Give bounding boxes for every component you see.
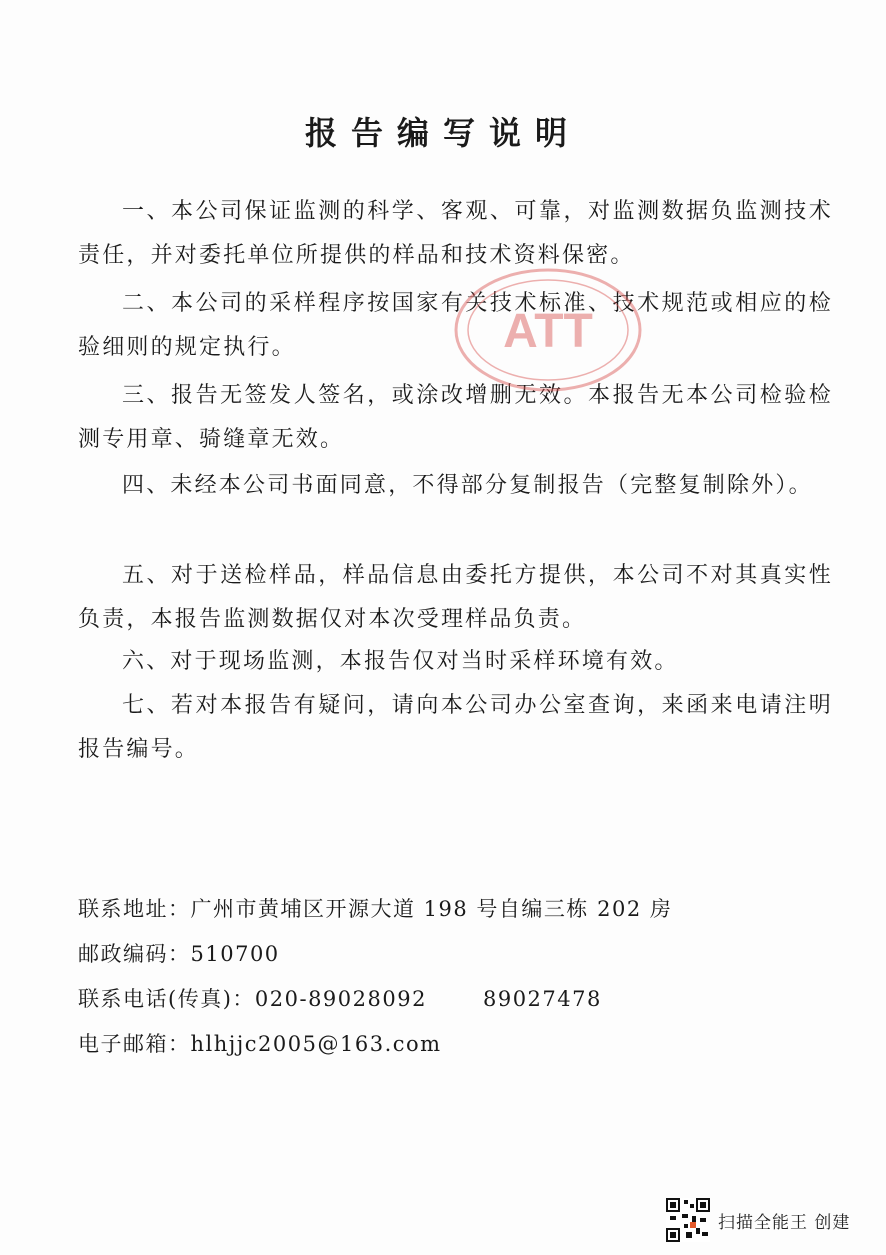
clause-5: 五、对于送检样品，样品信息由委托方提供，本公司不对其真实性负责，本报告监测数据仅对本次受理样品负责。 [78,563,833,632]
clause-3: 三、报告无签发人签名，或涂改增删无效。本报告无本公司检验检测专用章、骑缝章无效。 [78,383,833,452]
phone-value-2: 89027478 [482,987,602,1011]
postcode-label: 邮政编码： [78,942,191,966]
contact-postcode [78,938,280,968]
contact-email [78,1028,442,1058]
clause-2: 二、本公司的采样程序按国家有关技术标准、技术规范或相应的检验细则的规定执行。 [78,291,833,360]
phone-label: 联系电话(传真)： [78,987,255,1011]
clause-6: 六、对于现场监测，本报告仅对当时采样环境有效。 [122,649,679,674]
phone-value-1: 020-89028092 [254,987,427,1011]
clause-1: 一、本公司保证监测的科学、客观、可靠，对监测数据负监测技术责任，并对委托单位所提供的样品和技术资料保密。 [78,199,833,268]
email-label: 电子邮箱： [78,1032,191,1056]
contact-address [78,893,672,923]
postcode-value: 510700 [190,942,280,966]
email-value[interactable]: hlhjjc2005@163.com [190,1032,442,1056]
clause-4: 四、未经本公司书面同意，不得部分复制报告（完整复制除外）。 [122,473,813,498]
scanner-footer [666,1198,850,1242]
page-title: 报告编写说明 [304,114,581,152]
company-stamp [448,255,648,405]
clause-7: 七、若对本报告有疑问，请向本公司办公室查询，来函来电请注明报告编号。 [78,693,833,762]
contact-phone [78,983,602,1013]
address-label: 联系地址： [78,897,191,921]
scanner-credit: 扫描全能王 创建 [718,1212,851,1233]
qr-code-icon [666,1198,710,1242]
stamp-text: ATT [503,305,593,358]
address-value: 广州市黄埔区开源大道 198 号自编三栋 202 房 [190,897,673,921]
